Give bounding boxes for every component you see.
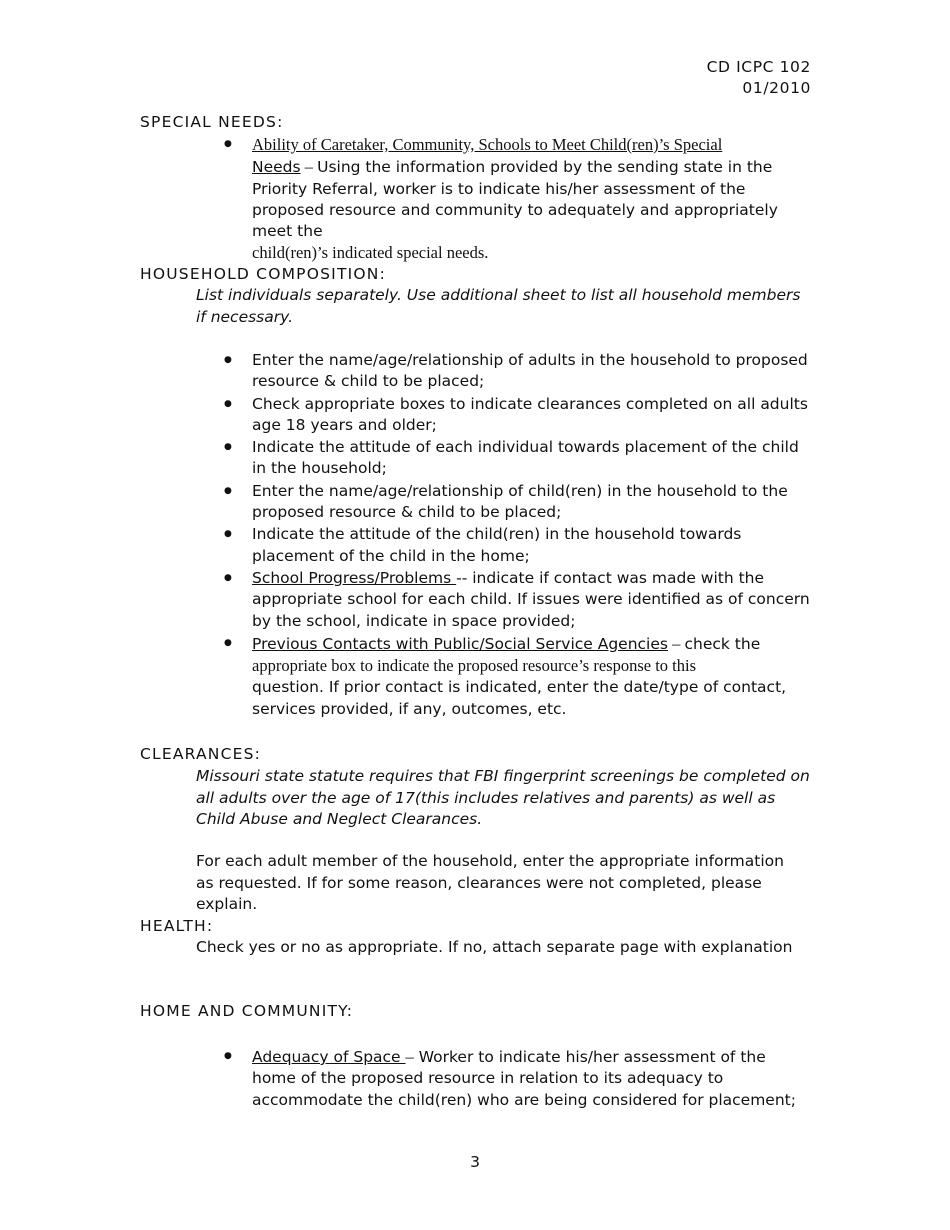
household-heading: HOUSEHOLD COMPOSITION: bbox=[140, 265, 386, 283]
list-item: ● Indicate the attitude of the child(ren) in the household towards placement of the child in the home; bbox=[196, 524, 811, 567]
special-needs-heading: SPECIAL NEEDS: bbox=[140, 113, 284, 131]
clearances-body: For each adult member of the household, enter the appropriate information as requested. If for some reason, clearances were not completed, please explain. bbox=[196, 852, 784, 913]
list-item: ● Previous Contacts with Public/Social Service Agencies – check the appropriate box to indicate the proposed resource’s response to this question. If prior contact is indicated, enter the date/type of contact, services provided, if any, outcomes, etc. bbox=[196, 633, 811, 720]
school-progress-title: School Progress/Problems bbox=[252, 568, 457, 587]
page-number: 3 bbox=[470, 1153, 480, 1171]
form-header bbox=[707, 57, 811, 99]
special-needs-text: Using the information provided by the sending state in the Priority Referral, worker is to indicate his/her assessment of the proposed resource and community to adequately and appropriately meet the bbox=[252, 158, 778, 241]
list-item: ● Indicate the attitude of each individual towards placement of the child in the household; bbox=[196, 437, 811, 480]
household-instruction: List individuals separately. Use additional sheet to list all household members if necessary. bbox=[196, 286, 801, 326]
health-heading: HEALTH: bbox=[140, 917, 214, 935]
adequacy-title: Adequacy of Space bbox=[252, 1048, 406, 1066]
list-item: ● Check appropriate boxes to indicate clearances completed on all adults age 18 years and older; bbox=[196, 394, 811, 437]
form-date: 01/2010 bbox=[742, 79, 811, 97]
special-needs-tail: child(ren)’s indicated special needs. bbox=[252, 243, 489, 263]
list-item: ● Enter the name/age/relationship of child(ren) in the household to the proposed resource & child to be placed; bbox=[196, 481, 811, 524]
list-item: ● Adequacy of Space – Worker to indicate his/her assessment of the home of the proposed resource in relation to its adequacy to accommodate the child(ren) who are being considered for placement; bbox=[196, 1046, 811, 1111]
special-needs-list bbox=[196, 134, 811, 266]
form-id: CD ICPC 102 bbox=[706, 58, 811, 76]
special-needs-title-end: Needs bbox=[252, 158, 301, 177]
previous-contacts-title: Previous Contacts with Public/Social Service Agencies bbox=[252, 634, 668, 653]
special-needs-title: Ability of Caretaker, Community, Schools to Meet Child(ren)’s Special bbox=[252, 135, 723, 154]
clearances-instruction: Missouri state statute requires that FBI fingerprint screenings be completed on all adults over the age of 17(this includes relatives and parents) as well as Child Abuse and Neglect Clearances. bbox=[196, 767, 810, 828]
list-item: ● Ability of Caretaker, Community, Schools to Meet Child(ren)’s Special Needs – Using the information provided by the sending state in the Priority Referral, worker is to indicate his/her assessment of the proposed resource and community to adequately and appropriately meet the child(ren)’s indicated special needs. bbox=[196, 134, 811, 265]
list-item: ● Enter the name/age/relationship of adults in the household to proposed resource & child to be placed; bbox=[196, 350, 811, 393]
household-list bbox=[196, 350, 811, 721]
home-community-heading: HOME AND COMMUNITY: bbox=[140, 1002, 354, 1020]
list-item: ● School Progress/Problems -- indicate if contact was made with the appropriate school for each child. If issues were identified as of concern by the school, indicate in space provided; bbox=[196, 568, 811, 632]
home-community-list bbox=[196, 1046, 811, 1112]
clearances-heading: CLEARANCES: bbox=[140, 745, 262, 763]
health-body: Check yes or no as appropriate. If no, attach separate page with explanation bbox=[196, 938, 793, 956]
